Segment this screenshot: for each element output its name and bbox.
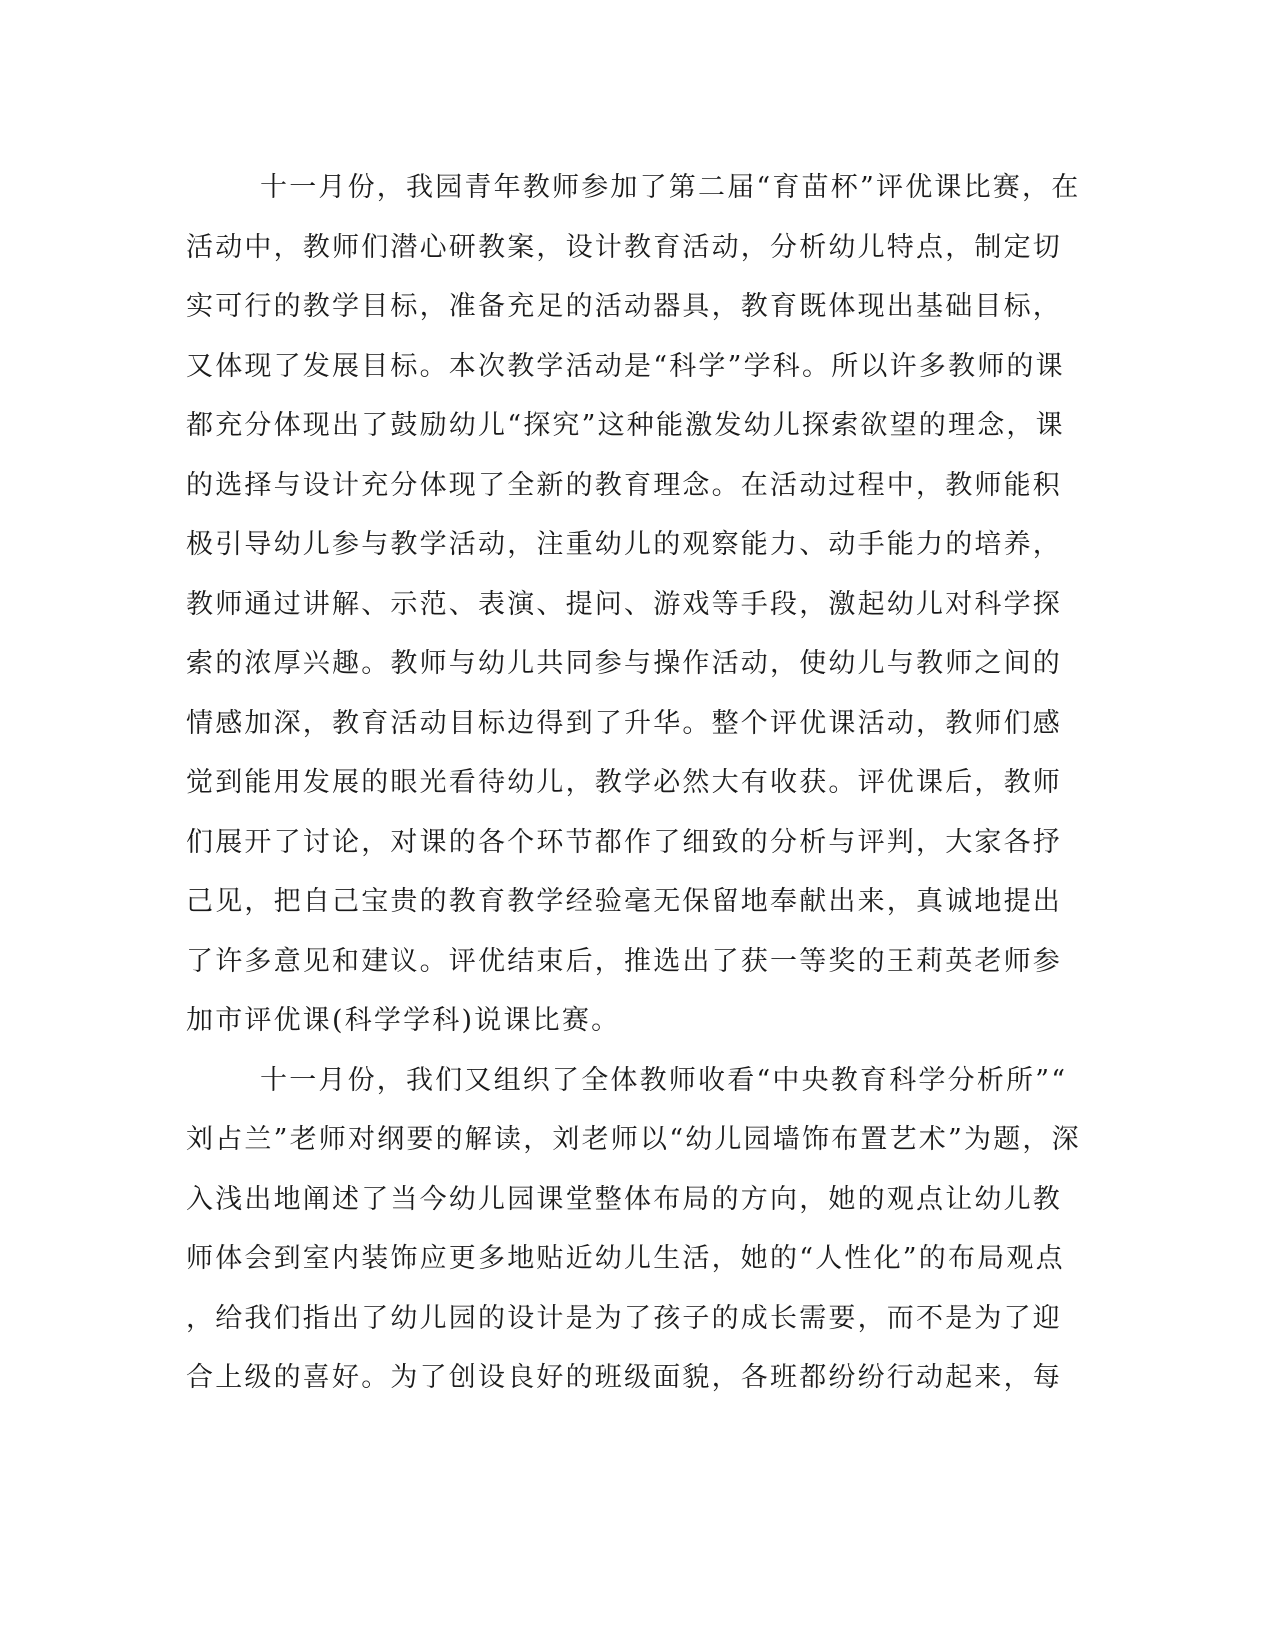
body-text (186, 158, 1081, 1408)
text-line: 都充分体现出了鼓励幼儿“探究”这种能激发幼儿探索欲望的理念，课 (186, 410, 1065, 441)
text-line: 十一月份，我们又组织了全体教师收看“中央教育科学分析所”“ (260, 1064, 1068, 1096)
text-line: 加市评优课(科学学科)说课比赛。 (186, 1005, 621, 1036)
text-line: 教师通过讲解、示范、表演、提问、游戏等手段，激起幼儿对科学探 (186, 588, 1062, 620)
text-line: 活动中，教师们潜心研教案，设计教育活动，分析幼儿特点，制定切 (186, 231, 1062, 263)
text-line: 觉到能用发展的眼光看待幼儿，教学必然大有收获。评优课后，教师 (186, 767, 1062, 798)
text-line: 们展开了讨论，对课的各个环节都作了细致的分析与评判，大家各抒 (186, 826, 1062, 858)
text-line: 极引导幼儿参与教学活动，注重幼儿的观察能力、动手能力的培养， (186, 529, 1062, 560)
text-line: 十一月份，我园青年教师参加了第二届“育苗杯”评优课比赛，在 (260, 172, 1081, 203)
text-line: 索的浓厚兴趣。教师与幼儿共同参与操作活动，使幼儿与教师之间的 (186, 648, 1062, 679)
text-line: 入浅出地阐述了当今幼儿园课堂整体布局的方向，她的观点让幼儿教 (186, 1183, 1062, 1215)
text-line: 又体现了发展目标。本次教学活动是“科学”学科。所以许多教师的课 (186, 350, 1065, 382)
text-line: 的选择与设计充分体现了全新的教育理念。在活动过程中，教师能积 (186, 469, 1062, 501)
text-line: ，给我们指出了幼儿园的设计是为了孩子的成长需要，而不是为了迎 (186, 1302, 1062, 1334)
text-line: 刘占兰”老师对纲要的解读，刘老师以“幼儿园墙饰布置艺术”为题，深 (186, 1124, 1081, 1155)
text-line: 实可行的教学目标，准备充足的活动器具，教育既体现出基础目标， (186, 291, 1062, 322)
text-line: 师体会到室内装饰应更多地贴近幼儿生活，她的“人性化”的布局观点 (186, 1243, 1065, 1274)
text-line: 了许多意见和建议。评优结束后，推选出了获一等奖的王莉英老师参 (186, 945, 1062, 977)
text-line: 情感加深，教育活动目标边得到了升华。整个评优课活动，教师们感 (186, 707, 1062, 739)
text-line: 己见，把自己宝贵的教育教学经验毫无保留地奉献出来，真诚地提出 (186, 886, 1062, 917)
text-line: 合上级的喜好。为了创设良好的班级面貌，各班都纷纷行动起来，每 (186, 1362, 1062, 1393)
